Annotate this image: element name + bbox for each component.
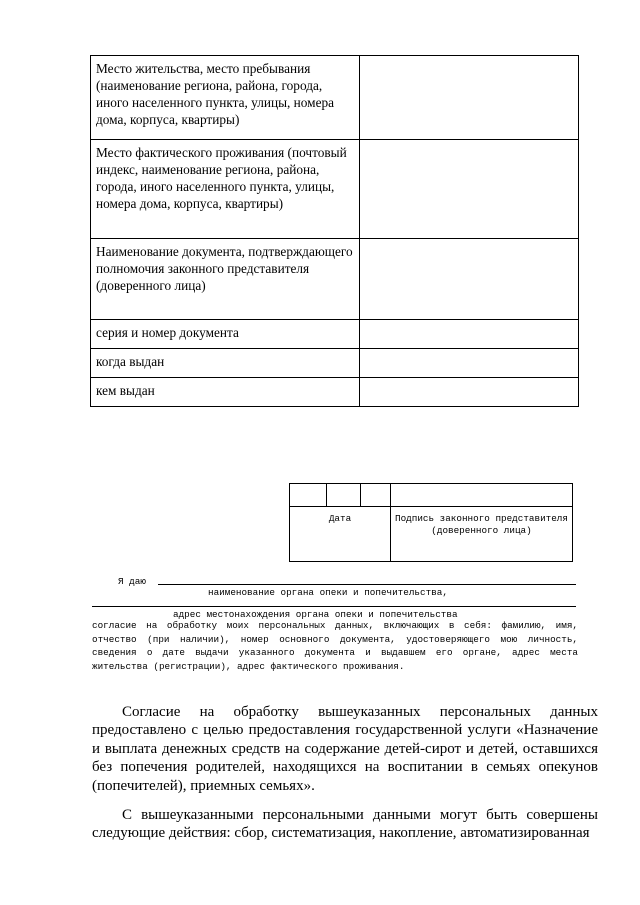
document-number-value-cell[interactable] — [360, 320, 579, 349]
consent-prefix: Я даю — [118, 576, 146, 587]
guardian-name-line[interactable] — [158, 584, 576, 585]
data-actions-paragraph: С вышеуказанными персональными данными могут быть совершены следующие действия: сбор, систематизация, накопление, автоматизированная — [92, 807, 598, 842]
issued-by-label: кем выдан — [91, 378, 360, 407]
guardian-address-line[interactable] — [92, 606, 576, 607]
residence-value-cell[interactable] — [360, 56, 579, 140]
signature-label: Подпись законного представителя (доверенного лица) — [391, 507, 573, 562]
issue-date-value-cell[interactable] — [360, 349, 579, 378]
guardian-name-caption: наименование органа опеки и попечительства, — [208, 587, 448, 598]
table-row — [91, 239, 579, 320]
table-row — [91, 349, 579, 378]
actual-address-value-cell[interactable] — [360, 140, 579, 239]
signature-table — [289, 483, 573, 562]
table-row — [91, 378, 579, 407]
table-row — [91, 320, 579, 349]
table-row — [91, 56, 579, 140]
issued-by-value-cell[interactable] — [360, 378, 579, 407]
table-row — [91, 140, 579, 239]
date-day-cell[interactable] — [290, 484, 327, 507]
guardian-address-caption: адрес местонахождения органа опеки и попечительства — [173, 609, 458, 620]
residence-label: Место жительства, место пребывания (наименование региона, района, города, иного населенного пункта, улицы, номера дома, корпуса, квартиры) — [91, 56, 360, 140]
applicant-info-table — [90, 55, 579, 407]
authority-document-value-cell[interactable] — [360, 239, 579, 320]
date-year-cell[interactable] — [361, 484, 391, 507]
authority-document-label: Наименование документа, подтверждающего полномочия законного представителя (доверенного лица) — [91, 239, 360, 320]
consent-purpose-paragraph: Согласие на обработку вышеуказанных персональных данных предоставлено с целью предоставления государственной услуги «Назначение и выплата денежных средств на содержание детей-сирот и детей, оставшихся без попечения родителей, находящихся на воспитании в семьях опекунов (попечителей), приемных семьях». — [92, 704, 598, 794]
table-row — [290, 484, 573, 507]
table-row — [290, 507, 573, 562]
date-label: Дата — [290, 507, 391, 562]
date-month-cell[interactable] — [327, 484, 361, 507]
document-number-label: серия и номер документа — [91, 320, 360, 349]
actual-address-label: Место фактического проживания (почтовый индекс, наименование региона, района, города, иного населенного пункта, улицы, номера дома, корпуса, квартиры) — [91, 140, 360, 239]
signature-cell[interactable] — [391, 484, 573, 507]
issue-date-label: когда выдан — [91, 349, 360, 378]
consent-body: согласие на обработку моих персональных данных, включающих в себя: фамилию, имя, отчество (при наличии), номер основного документа, удостоверяющего мою личность, сведения о дате выдачи указанного документа и выдавшем его органе, адрес места жительства (регистрации), адрес фактического проживания. — [92, 620, 578, 672]
